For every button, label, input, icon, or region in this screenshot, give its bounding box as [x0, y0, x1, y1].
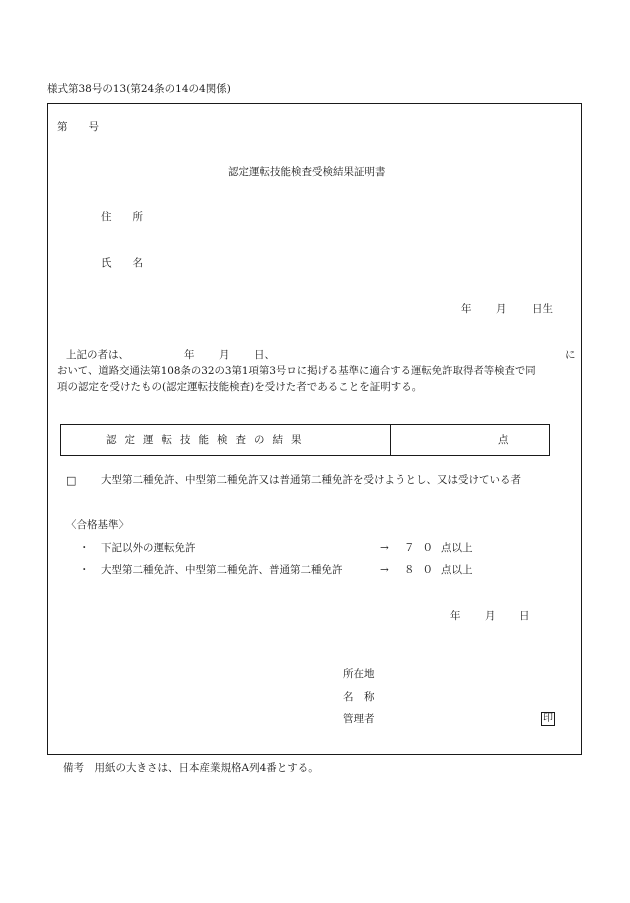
certification-line3: 項の認定を受けたもの(認定運転技能検査)を受けた者であることを証明する。	[57, 381, 423, 393]
address-label: 住 所	[101, 211, 143, 223]
result-label: 認定運転技能検査の結果	[106, 434, 310, 446]
result-unit: 点	[498, 434, 509, 446]
issue-day: 日	[519, 610, 530, 622]
issuer-manager-label: 管理者	[343, 713, 375, 725]
certification-line1-year: 年	[184, 349, 195, 361]
certification-line1-day: 日、	[254, 349, 275, 361]
criteria-suffix-1: 点以上	[441, 542, 473, 554]
criteria-arrow-2: →	[380, 564, 389, 576]
document-number: 第 号	[57, 121, 99, 133]
birth-month: 月	[496, 303, 507, 315]
issuer-location-label: 所在地	[343, 668, 375, 680]
footnote: 備考 用紙の大きさは、日本産業規格A列4番とする。	[63, 762, 319, 774]
criteria-bullet-2: ・	[79, 564, 90, 576]
certification-line1-start: 上記の者は、	[66, 349, 129, 361]
criteria-bullet-1: ・	[79, 542, 90, 554]
category-checkbox-label: 大型第二種免許、中型第二種免許又は普通第二種免許を受けようとし、又は受けている者	[101, 474, 521, 486]
issue-month: 月	[485, 610, 496, 622]
seal-icon: 印	[543, 713, 553, 724]
certification-line1-month: 月	[219, 349, 230, 361]
criteria-score-2: ８０	[404, 564, 441, 576]
result-table	[60, 424, 550, 456]
form-identifier: 様式第38号の13(第24条の14の4関係)	[47, 83, 231, 95]
criteria-text-1: 下記以外の運転免許	[101, 542, 196, 554]
criteria-heading: 〈合格基準〉	[66, 519, 129, 531]
document-title: 認定運転技能検査受検結果証明書	[228, 166, 386, 178]
criteria-arrow-1: →	[380, 542, 389, 554]
birth-day: 日生	[532, 303, 553, 315]
birth-year: 年	[461, 303, 472, 315]
criteria-suffix-2: 点以上	[441, 564, 473, 576]
certification-line2: おいて、道路交通法第108条の32の3第1項第3号ロに掲げる基準に適合する運転免許取得者等検査で同	[57, 365, 536, 377]
category-checkbox[interactable]: □	[66, 474, 77, 487]
certification-line1-end: に	[565, 349, 576, 361]
name-label: 氏 名	[101, 257, 143, 269]
criteria-score-1: ７０	[404, 542, 441, 554]
result-divider	[390, 425, 391, 455]
issue-year: 年	[450, 610, 461, 622]
issuer-name-label: 名 称	[343, 691, 375, 703]
criteria-text-2: 大型第二種免許、中型第二種免許、普通第二種免許	[101, 564, 343, 576]
